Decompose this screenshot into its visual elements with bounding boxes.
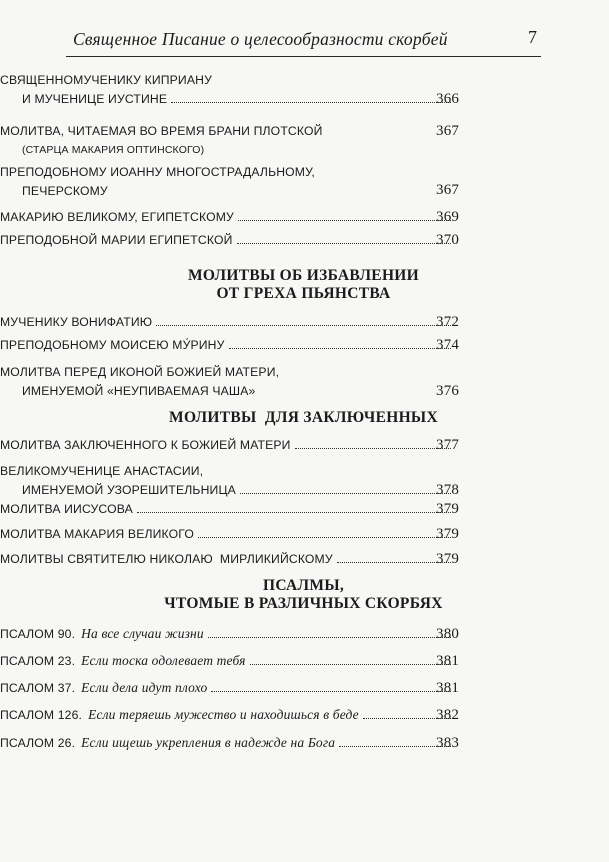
toc-entry [0, 678, 459, 698]
entry-title: МОЛИТВА МАКАРИЯ ВЕЛИКОГО [0, 527, 194, 541]
entry-title-cont: ИМЕНУЕМОЙ УЗОРЕШИТЕЛЬНИЦА [22, 483, 236, 497]
entry-title-cont: И МУЧЕНИЦЕ ИУСТИНЕ [22, 92, 168, 106]
toc-entry [0, 550, 459, 569]
entry-page: 376 [436, 383, 459, 399]
toc-entry [0, 163, 459, 201]
entry-page: 374 [436, 337, 459, 353]
psalm-label: ПСАЛОМ 26. [0, 736, 76, 750]
entry-title: МОЛИТВА ИИСУСОВА [0, 502, 133, 516]
entry-title: Если дела идут плохо [81, 680, 208, 695]
leader-dots [156, 324, 451, 326]
entry-page: 372 [436, 314, 459, 330]
toc-entry [0, 500, 459, 519]
entry-title: ПРЕПОДОБНОМУ МОИСЕЮ МУ́РИНУ [0, 338, 225, 352]
toc-entry [0, 231, 459, 250]
entry-title: МАКАРИЮ ВЕЛИКОМУ, ЕГИПЕТСКОМУ [0, 210, 234, 224]
entry-page: 381 [436, 653, 459, 669]
entry-page: 367 [436, 123, 459, 139]
entry-title: СВЯЩЕННОМУЧЕНИКУ КИПРИАНУ [0, 73, 212, 87]
entry-title: ПРЕПОДОБНОЙ МАРИИ ЕГИПЕТСКОЙ [0, 233, 233, 247]
toc-entry [0, 462, 459, 500]
entry-title-cont: ИМЕНУЕМОЙ «НЕУПИВАЕМАЯ ЧАША» [22, 384, 256, 398]
entry-title: МУЧЕНИКУ ВОНИФАТИЮ [0, 315, 153, 329]
leader-dots [198, 536, 451, 538]
section-heading: МОЛИТВЫ ДЛЯ ЗАКЛЮЧЕННЫХ [169, 409, 438, 426]
psalm-label: ПСАЛОМ 90. [0, 627, 76, 641]
entry-title: Если тоска одолевает тебя [81, 653, 246, 668]
entry-title: МОЛИТВА ПЕРЕД ИКОНОЙ БОЖИЕЙ МАТЕРИ, [0, 365, 280, 379]
leader-dots [137, 511, 451, 513]
entry-page: 367 [436, 182, 459, 198]
leader-dots [229, 347, 451, 349]
page-number: 7 [528, 27, 537, 47]
entry-page: 378 [436, 482, 459, 498]
toc-entry [0, 122, 459, 160]
entry-title-cont: ПЕЧЕРСКОМУ [22, 184, 108, 198]
entry-title: МОЛИТВЫ СВЯТИТЕЛЮ НИКОЛАЮ МИРЛИКИЙСКОМУ [0, 552, 333, 566]
entry-page: 377 [436, 437, 459, 453]
toc-entry [0, 208, 459, 227]
toc-entry [0, 525, 459, 544]
entry-title: Если теряешь мужество и находишься в беде [88, 707, 359, 722]
entry-title: На все случаи жизни [81, 626, 204, 641]
running-head-title: Священное Писание о целесообразности скорбей [73, 29, 448, 49]
leader-dots [211, 690, 451, 692]
entry-page: 366 [436, 91, 459, 107]
toc-entry [0, 336, 459, 355]
psalm-label: ПСАЛОМ 23. [0, 654, 76, 668]
toc-entry [0, 436, 459, 455]
entry-title: ВЕЛИКОМУЧЕНИЦЕ АНАСТАСИИ, [0, 464, 204, 478]
leader-dots [171, 101, 451, 103]
entry-title: Если ищешь укрепления в надежде на Бога [81, 735, 336, 750]
entry-page: 382 [436, 707, 459, 723]
entry-page: 369 [436, 209, 459, 225]
toc-entry [0, 624, 459, 644]
entry-title: МОЛИТВА ЗАКЛЮЧЕННОГО К БОЖИЕЙ МАТЕРИ [0, 438, 291, 452]
running-head [66, 26, 541, 57]
toc-entry [0, 733, 459, 753]
entry-page: 379 [436, 526, 459, 542]
toc-entry [0, 651, 459, 671]
entry-page: 379 [436, 501, 459, 517]
toc-entry [0, 705, 459, 725]
leader-dots [208, 636, 451, 638]
entry-subtitle: (СТАРЦА МАКАРИЯ ОПТИНСКОГО) [22, 144, 205, 156]
toc-entry [0, 313, 459, 332]
entry-page: 381 [436, 680, 459, 696]
toc-entry [0, 71, 459, 109]
entry-page: 379 [436, 551, 459, 567]
entry-page: 380 [436, 626, 459, 642]
entry-page: 383 [436, 735, 459, 751]
entry-title: МОЛИТВА, ЧИТАЕМАЯ ВО ВРЕМЯ БРАНИ ПЛОТСКОЙ [0, 124, 323, 138]
section-heading: ПСАЛМЫ, ЧТОМЫЕ В РАЗЛИЧНЫХ СКОРБЯХ [164, 577, 443, 612]
psalm-label: ПСАЛОМ 126. [0, 708, 83, 722]
psalm-label: ПСАЛОМ 37. [0, 681, 76, 695]
section-heading: МОЛИТВЫ ОБ ИЗБАВЛЕНИИ ОТ ГРЕХА ПЬЯНСТВА [187, 267, 420, 302]
toc-entry [0, 363, 459, 401]
entry-title: ПРЕПОДОБНОМУ ИОАННУ МНОГОСТРАДАЛЬНОМУ, [0, 165, 315, 179]
entry-page: 370 [436, 232, 459, 248]
